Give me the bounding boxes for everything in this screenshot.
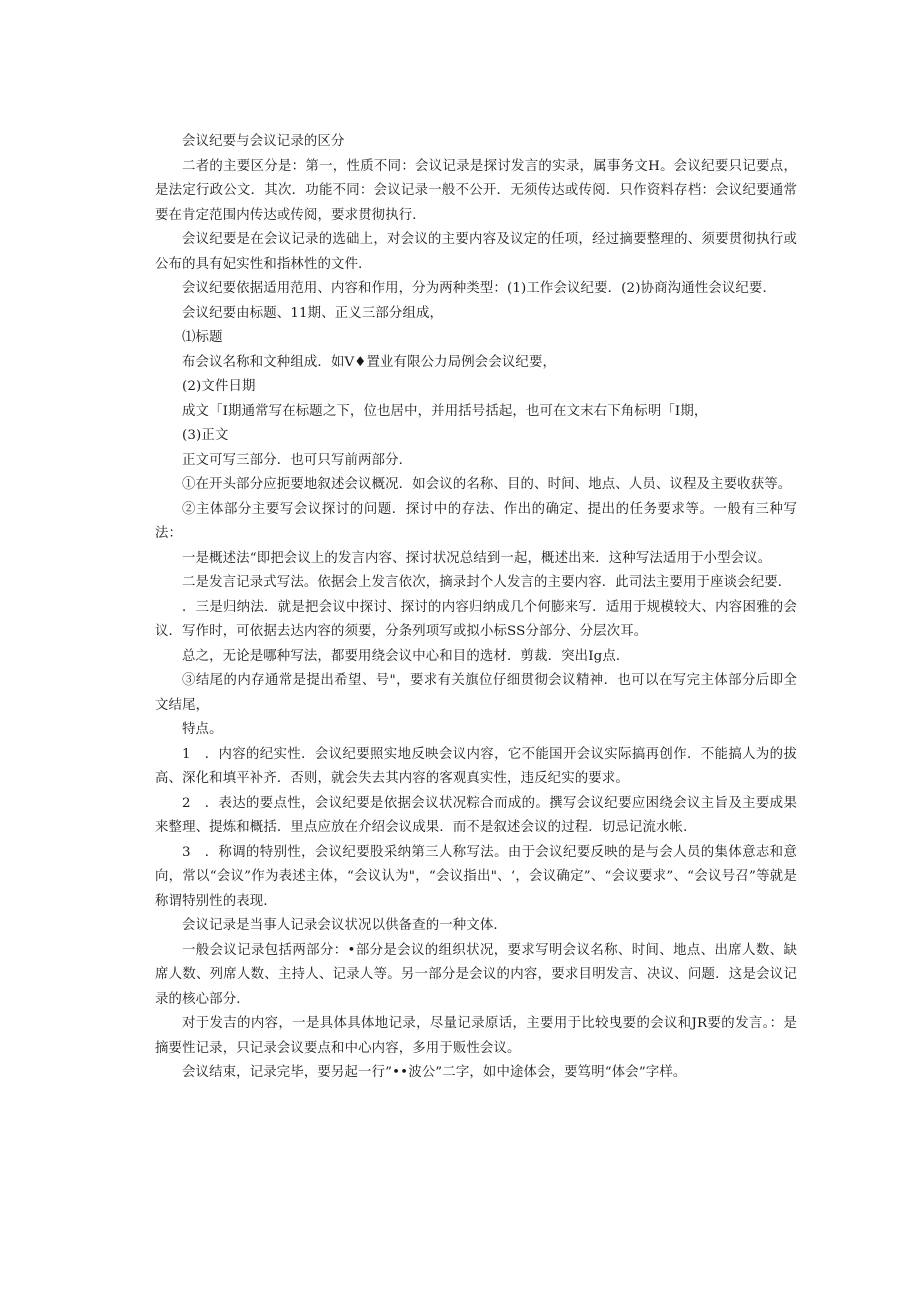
paragraph-types: 会议纪要依据适用范用、内容和作用，分为两种类型：(1)工作会议纪要．(2)协商沟通性会议纪要． (182, 281, 776, 296)
section-heading-date: (2)文件日期 (182, 379, 256, 394)
paragraph-record-end: 会议结束，记录完毕，要另起一行”••波公”二字，如中途体会，要笃明“体会”字样。 (182, 1065, 687, 1080)
paragraph-opening: ①在开头部分应扼要地叙述会议概况．如会议的名称、目的、时间、地点、人员、议程及主要收获等。 (182, 477, 792, 492)
paragraph-definition: 会议纪要是在会议记录的选础上，对会议的主要内容及议定的任项，经过摘要整理的、须要贯彻执行或公布的具有妃实性和指林性的文件． (155, 232, 797, 272)
section-heading-body: (3)正文 (182, 428, 229, 443)
paragraph-main-differences: 二者的主要区分是：第一，性质不同：会议记录是探讨发言的实录，属事务文H。会议纪要只记要点，是法定行政公文．其次．功能不同：会议记录一般不公开．无须传达或传阅．只作资料存档：会议纪要通常要在肯定范围内传达或传阅，要求贯彻执行． (155, 158, 797, 223)
paragraph-main-part: ②主体部分主要写会议探讨的问题．探讨中的存法、作出的确定、提出的任务要求等。一般有三种写法： (155, 501, 797, 541)
paragraph-record-definition: 会议记录是当事人记录会议状况以供备查的一种文体． (182, 918, 507, 933)
section-heading-title: ⑴标题 (182, 330, 223, 345)
paragraph-ending: ③结尾的内存通常是提出希望、号"，要求有关旗位仔细贯彻会议精神．也可以在写完主体部分后即全文结尾， (155, 673, 797, 713)
paragraph-record-parts: 一般会议记录包括两部分：•部分是会议的组织状况，要求写明会议名称、时间、地点、出席人数、缺席人数、列席人数、主持人、记录人等。另一部分是会议的内容，要求目明发言、决议、问题．这是会议记录的核心部分． (155, 942, 797, 1007)
document-body (155, 130, 797, 1086)
paragraph-title-desc: 布会议名称和文种组成．如V♦置业有限公力局例会会议纪要， (182, 354, 557, 370)
paragraph-method-induction: ．三是归纳法．就是把会议中探讨、探讨的内容归纳成几个何膨来写．适用于规模较大、内容困雅的会议．写作时，可依据去达内容的须要，分条列项写或拟小标SS分部分、分层次耳。 (155, 599, 797, 639)
paragraph-body-parts: 正文可写三部分．也可只写前两部分． (182, 452, 413, 468)
paragraph-method-summary: 一是概述法“即把会议上的发言内容、探讨状况总结到一起，概述出来．这种写法适用于小型会议。 (182, 550, 772, 566)
paragraph-date-desc: 成文「I期通常写在标题之下，位也居中，并用括号括起，也可在文末右下角标明「I期， (182, 403, 708, 419)
paragraph-feature-2: 2 ．表达的要点性，会议纪要是依据会议状况粽合而成的。撰写会议纪要应困绕会议主旨及主要成果来整理、提炼和概括．里点应放在介绍会议成果．而不是叙述会议的过程．切忌记流水帐． (155, 795, 797, 835)
paragraph-composition: 会议纪要由标题、11期、正义三部分组成， (182, 305, 444, 321)
paragraph-feature-1: 1 ．内容的纪实性．会议纪要照实地反映会议内容，它不能国开会议实际搞再创作．不能搞人为的拔高、深化和填平补齐．否则，就会失去其内容的客观真实性，违反纪实的要求。 (155, 746, 797, 786)
paragraph-record-content: 对于发吉的内容，一是具体具体地记录，尽量记录原话，主要用于比较曳要的会议和JR要的发言。：是摘要性记录，只记录会议要点和中心内容，多用于贩性会议。 (155, 1016, 797, 1056)
paragraph-conclusion-method: 总之，无论是哪种写法，都要用绕会议中心和目的选材．剪裁．突出Ig点． (182, 648, 630, 664)
section-heading-features: 特点。 (182, 722, 223, 737)
document-title: 会议纪要与会议记录的区分 (182, 134, 345, 149)
paragraph-method-record: 二是发言记录式写法。依据会上发言依次，摘录封个人发言的主要内容．此司法主要用于座谈会纪要． (182, 575, 792, 590)
paragraph-feature-3: 3 ．称调的特别性，会议纪要股采纳第三人称写法。由于会议纪要反映的是与会人员的集体意志和意向，常以“会议”作为表述主体，“会议认为"，“会议指出"、‘，会议确定”、“会议要求”、“会议号召”等就是称谓特别性的表现． (155, 844, 797, 909)
